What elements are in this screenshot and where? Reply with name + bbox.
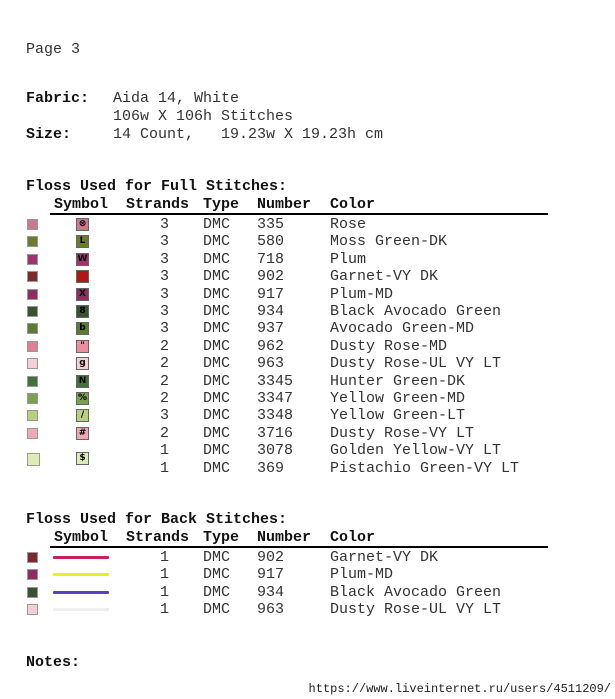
type-cell: DMC	[203, 303, 231, 320]
type-cell: DMC	[203, 372, 231, 390]
strands-cell: 3	[160, 250, 170, 268]
color-swatch	[27, 306, 38, 317]
strands-cell: 2	[160, 390, 170, 407]
source-url: https://www.liveinternet.ru/users/4511209/	[308, 682, 611, 696]
number-cell: 3716	[257, 424, 294, 442]
type-cell: DMC	[203, 549, 231, 566]
number-cell: 963	[257, 355, 285, 373]
strands-cell: 2	[160, 372, 170, 390]
full-header-strands: Strands	[126, 196, 190, 213]
color-name-cell: Plum-MD	[330, 566, 394, 584]
size-label: Size:	[26, 126, 72, 143]
color-name-cell: Yellow Green-LT	[330, 407, 466, 425]
color-swatch	[27, 254, 38, 265]
fabric-label: Fabric:	[26, 90, 90, 107]
table-row	[0, 355, 615, 372]
strands-cell: 3	[160, 233, 170, 251]
backstitch-line	[53, 608, 109, 611]
stitch-symbol: #	[76, 427, 89, 440]
number-cell: 335	[257, 216, 285, 233]
type-cell: DMC	[203, 250, 231, 268]
color-name-cell: Dusty Rose-VY LT	[330, 424, 475, 442]
number-cell: 902	[257, 268, 285, 286]
number-cell: 934	[257, 583, 285, 601]
table-row	[0, 584, 615, 601]
color-name-cell: Plum-MD	[330, 285, 394, 303]
type-cell: DMC	[203, 601, 231, 619]
color-name-cell: Garnet-VY DK	[330, 549, 439, 566]
table-row	[0, 390, 615, 407]
table-row	[0, 566, 615, 583]
type-cell: DMC	[203, 355, 231, 373]
backstitch-line	[53, 591, 109, 594]
size-value: 14 Count, 19.23w X 19.23h cm	[113, 126, 384, 143]
page-label: Page 3	[26, 41, 81, 58]
color-name-cell: Yellow Green-MD	[330, 390, 466, 407]
strands-cell: 3	[160, 407, 170, 425]
number-cell: 934	[257, 303, 285, 320]
strands-cell: 3	[160, 216, 170, 233]
full-header-color: Color	[330, 196, 376, 213]
type-cell: DMC	[203, 459, 231, 477]
type-cell: DMC	[203, 424, 231, 442]
stitch-symbol: b	[76, 322, 89, 335]
strands-cell: 1	[160, 601, 170, 619]
full-header-number: Number	[257, 196, 312, 213]
color-name-cell: Pistachio Green-VY LT	[330, 459, 520, 477]
color-name-cell: Plum	[330, 250, 367, 268]
strands-cell: 1	[160, 549, 170, 566]
color-swatch	[27, 236, 38, 247]
number-cell: 917	[257, 285, 285, 303]
table-row	[0, 233, 615, 250]
stitch-symbol: %	[77, 393, 88, 403]
color-swatch	[27, 219, 38, 230]
color-name-cell: Hunter Green-DK	[330, 372, 466, 390]
type-cell: DMC	[203, 566, 231, 584]
color-swatch	[27, 569, 38, 580]
table-row	[0, 338, 615, 355]
color-name-cell: Black Avocado Green	[330, 303, 502, 320]
table-row	[0, 216, 615, 233]
strands-cell: 3	[160, 320, 170, 338]
color-name-cell: Rose	[330, 216, 367, 233]
stitch-symbol: N	[76, 375, 89, 388]
table-row	[0, 460, 615, 477]
color-name-cell: Dusty Rose-UL VY LT	[330, 355, 502, 373]
type-cell: DMC	[203, 337, 231, 355]
color-name-cell: Dusty Rose-MD	[330, 337, 448, 355]
color-name-cell: Golden Yellow-VY LT	[330, 442, 502, 460]
color-swatch	[27, 341, 38, 352]
full-header-symbol: Symbol	[54, 196, 109, 213]
number-cell: 580	[257, 233, 285, 251]
back-header-type: Type	[203, 529, 240, 546]
back-header-number: Number	[257, 529, 312, 546]
backstitch-line	[53, 573, 109, 576]
strands-cell: 2	[160, 424, 170, 442]
stitch-symbol: X	[76, 288, 89, 301]
back-header-symbol: Symbol	[54, 529, 109, 546]
stitch-symbol: ⊗	[76, 218, 89, 231]
number-cell: 718	[257, 250, 285, 268]
type-cell: DMC	[203, 583, 231, 601]
color-swatch	[27, 376, 38, 387]
color-name-cell: Moss Green-DK	[330, 233, 448, 251]
full-header-rule	[50, 213, 548, 215]
color-swatch	[27, 587, 38, 598]
strands-cell: 3	[160, 303, 170, 320]
color-name-cell: Avocado Green-MD	[330, 320, 475, 338]
color-swatch	[27, 323, 38, 334]
full-header-type: Type	[203, 196, 240, 213]
color-swatch	[27, 271, 38, 282]
color-swatch	[27, 393, 38, 404]
stitch-symbol: L	[76, 235, 89, 248]
notes-label: Notes:	[26, 654, 81, 671]
table-row	[0, 286, 615, 303]
type-cell: DMC	[203, 268, 231, 286]
table-row	[0, 251, 615, 268]
stitch-symbol	[76, 270, 89, 283]
type-cell: DMC	[203, 285, 231, 303]
type-cell: DMC	[203, 407, 231, 425]
table-row	[0, 442, 615, 459]
number-cell: 3348	[257, 407, 294, 425]
color-swatch	[27, 410, 38, 421]
table-row	[0, 268, 615, 285]
back-header-color: Color	[330, 529, 376, 546]
strands-cell: 1	[160, 583, 170, 601]
number-cell: 962	[257, 337, 285, 355]
table-row	[0, 549, 615, 566]
full-stitches-title: Floss Used for Full Stitches:	[26, 178, 288, 195]
color-swatch	[27, 552, 38, 563]
strands-cell: 1	[160, 566, 170, 584]
number-cell: 917	[257, 566, 285, 584]
stitch-count: 106w X 106h Stitches	[113, 108, 294, 125]
table-row	[0, 320, 615, 337]
color-name-cell: Dusty Rose-UL VY LT	[330, 601, 502, 619]
type-cell: DMC	[203, 320, 231, 338]
table-row	[0, 601, 615, 618]
table-row	[0, 373, 615, 390]
stitch-symbol: 8	[76, 305, 89, 318]
strands-cell: 1	[160, 442, 170, 460]
strands-cell: 2	[160, 355, 170, 373]
number-cell: 3078	[257, 442, 294, 460]
strands-cell: 2	[160, 337, 170, 355]
type-cell: DMC	[203, 390, 231, 407]
stitch-symbol: /	[76, 409, 89, 422]
number-cell: 902	[257, 549, 285, 566]
back-header-strands: Strands	[126, 529, 190, 546]
color-name-cell: Garnet-VY DK	[330, 268, 439, 286]
color-swatch	[27, 428, 38, 439]
strands-cell: 3	[160, 268, 170, 286]
blend-stitch-symbol: $	[76, 452, 89, 465]
type-cell: DMC	[203, 442, 231, 460]
number-cell: 3347	[257, 390, 294, 407]
stitch-symbol: W	[77, 253, 88, 264]
strands-cell: 3	[160, 285, 170, 303]
stitch-symbol: "	[76, 340, 89, 353]
type-cell: DMC	[203, 216, 231, 233]
number-cell: 963	[257, 601, 285, 619]
back-stitches-title: Floss Used for Back Stitches:	[26, 511, 288, 528]
color-swatch	[27, 358, 38, 369]
table-row	[0, 407, 615, 424]
back-header-rule	[50, 546, 548, 548]
backstitch-line	[53, 556, 109, 559]
color-swatch	[27, 289, 38, 300]
stitch-symbol: g	[76, 357, 89, 370]
color-swatch	[27, 604, 38, 615]
number-cell: 369	[257, 459, 285, 477]
type-cell: DMC	[203, 233, 231, 251]
blend-color-swatch	[27, 453, 40, 466]
number-cell: 3345	[257, 372, 294, 390]
number-cell: 937	[257, 320, 285, 338]
color-name-cell: Black Avocado Green	[330, 583, 502, 601]
table-row	[0, 425, 615, 442]
fabric-value: Aida 14, White	[113, 90, 240, 107]
table-row	[0, 303, 615, 320]
strands-cell: 1	[160, 459, 170, 477]
